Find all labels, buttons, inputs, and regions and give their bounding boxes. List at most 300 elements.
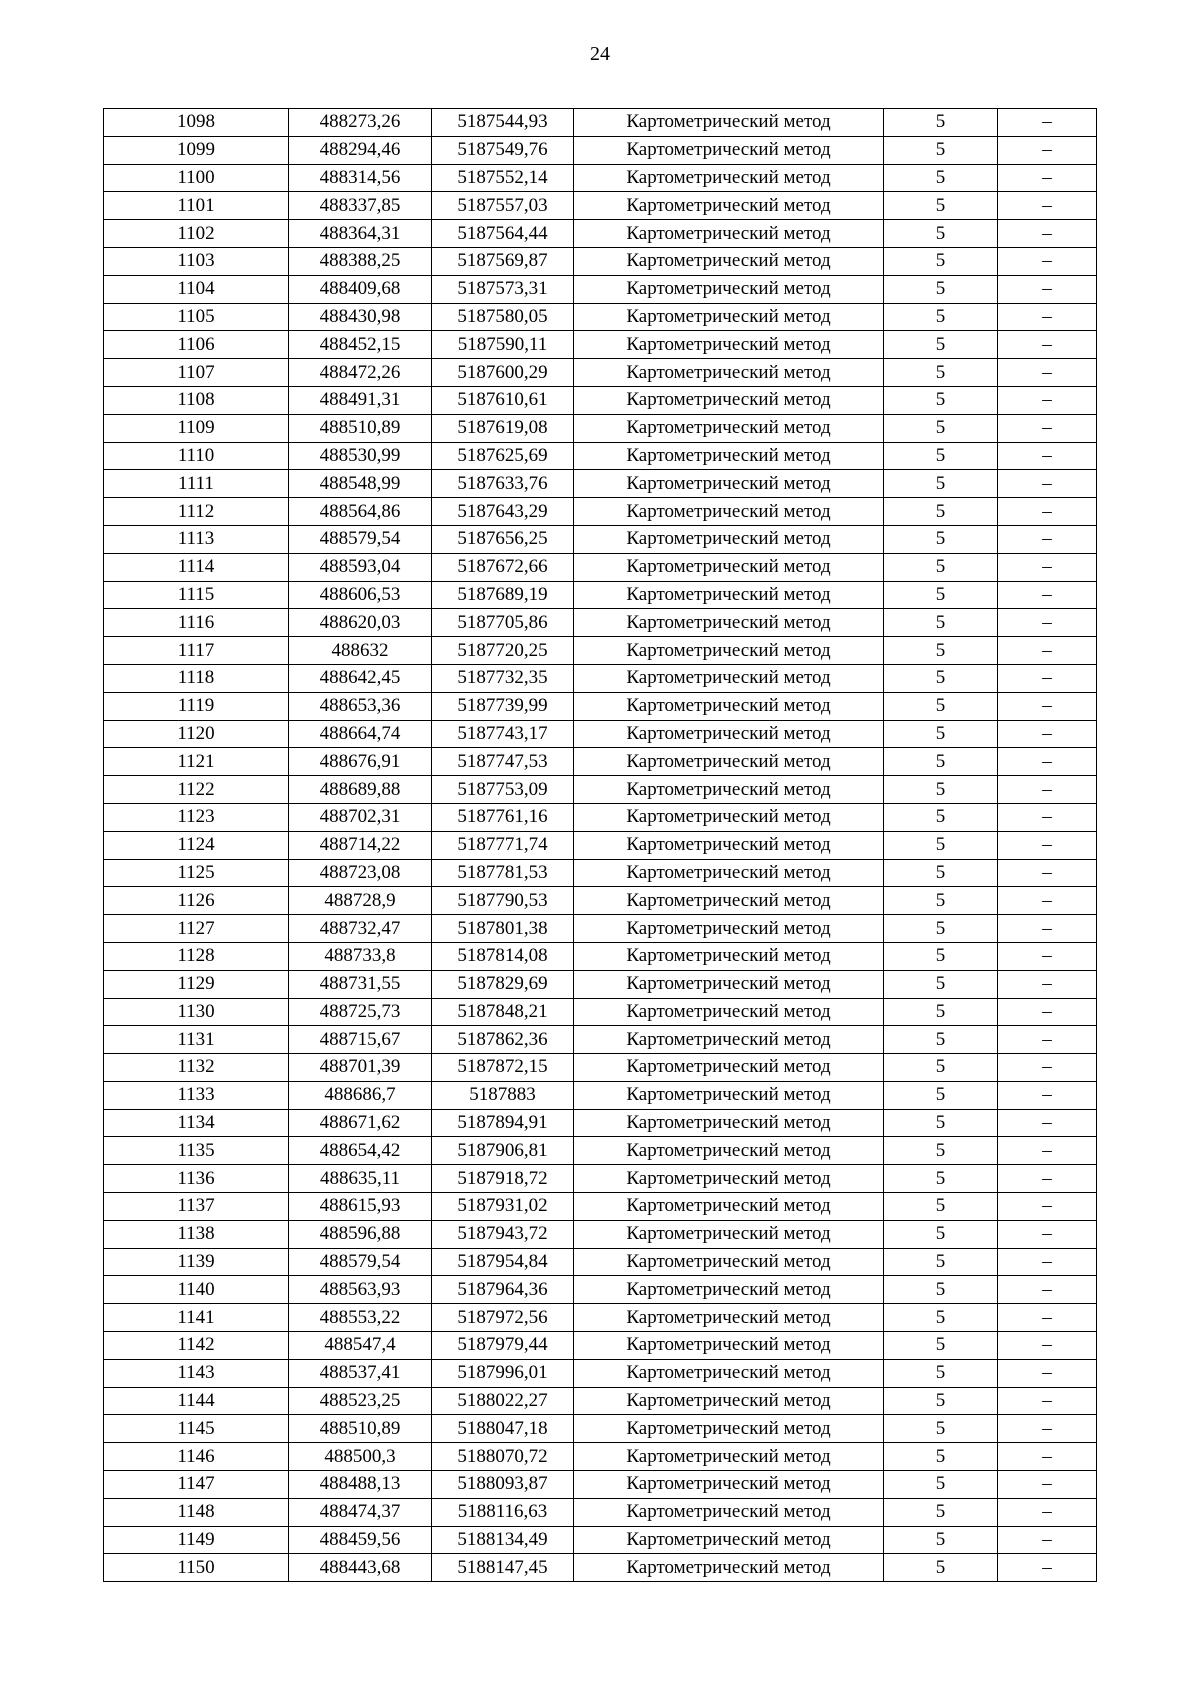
x-coordinate-cell: 488430,98 [289, 303, 432, 331]
x-coordinate-cell: 488459,56 [289, 1526, 432, 1554]
description-cell: – [998, 1443, 1097, 1471]
y-coordinate-cell: 5187656,25 [432, 525, 574, 553]
method-cell: Картометрический метод [574, 220, 884, 248]
table-row [104, 1498, 1097, 1526]
table-row [104, 664, 1097, 692]
point-number-cell: 1127 [104, 915, 289, 943]
point-number-cell: 1138 [104, 1220, 289, 1248]
y-coordinate-cell: 5187753,09 [432, 776, 574, 804]
y-coordinate-cell: 5187643,29 [432, 498, 574, 526]
y-coordinate-cell: 5188093,87 [432, 1471, 574, 1499]
accuracy-cell: 5 [884, 1220, 998, 1248]
method-cell: Картометрический метод [574, 553, 884, 581]
table-row [104, 1304, 1097, 1332]
method-cell: Картометрический метод [574, 609, 884, 637]
table-row [104, 1387, 1097, 1415]
method-cell: Картометрический метод [574, 998, 884, 1026]
point-number-cell: 1120 [104, 720, 289, 748]
description-cell: – [998, 303, 1097, 331]
table-row [104, 1415, 1097, 1443]
method-cell: Картометрический метод [574, 1443, 884, 1471]
x-coordinate-cell: 488452,15 [289, 331, 432, 359]
point-number-cell: 1098 [104, 109, 289, 137]
accuracy-cell: 5 [884, 776, 998, 804]
point-number-cell: 1131 [104, 1026, 289, 1054]
description-cell: – [998, 442, 1097, 470]
point-number-cell: 1124 [104, 831, 289, 859]
description-cell: – [998, 1332, 1097, 1360]
method-cell: Картометрический метод [574, 1415, 884, 1443]
method-cell: Картометрический метод [574, 275, 884, 303]
description-cell: – [998, 720, 1097, 748]
y-coordinate-cell: 5187906,81 [432, 1137, 574, 1165]
x-coordinate-cell: 488579,54 [289, 1248, 432, 1276]
accuracy-cell: 5 [884, 136, 998, 164]
y-coordinate-cell: 5187600,29 [432, 359, 574, 387]
accuracy-cell: 5 [884, 498, 998, 526]
y-coordinate-cell: 5187739,99 [432, 692, 574, 720]
point-number-cell: 1110 [104, 442, 289, 470]
x-coordinate-cell: 488563,93 [289, 1276, 432, 1304]
accuracy-cell: 5 [884, 637, 998, 665]
point-number-cell: 1136 [104, 1165, 289, 1193]
description-cell: – [998, 1165, 1097, 1193]
description-cell: – [998, 1387, 1097, 1415]
point-number-cell: 1112 [104, 498, 289, 526]
x-coordinate-cell: 488530,99 [289, 442, 432, 470]
description-cell: – [998, 1193, 1097, 1221]
table-row [104, 109, 1097, 137]
table-row [104, 887, 1097, 915]
table-row [104, 553, 1097, 581]
x-coordinate-cell: 488510,89 [289, 1415, 432, 1443]
y-coordinate-cell: 5187610,61 [432, 386, 574, 414]
y-coordinate-cell: 5187544,93 [432, 109, 574, 137]
accuracy-cell: 5 [884, 1498, 998, 1526]
point-number-cell: 1140 [104, 1276, 289, 1304]
point-number-cell: 1130 [104, 998, 289, 1026]
description-cell: – [998, 970, 1097, 998]
table-row [104, 275, 1097, 303]
description-cell: – [998, 692, 1097, 720]
page-number: 24 [590, 43, 610, 65]
description-cell: – [998, 247, 1097, 275]
x-coordinate-cell: 488635,11 [289, 1165, 432, 1193]
point-number-cell: 1129 [104, 970, 289, 998]
y-coordinate-cell: 5187801,38 [432, 915, 574, 943]
description-cell: – [998, 1526, 1097, 1554]
x-coordinate-cell: 488615,93 [289, 1193, 432, 1221]
table-row [104, 942, 1097, 970]
x-coordinate-cell: 488654,42 [289, 1137, 432, 1165]
table-row [104, 776, 1097, 804]
point-number-cell: 1116 [104, 609, 289, 637]
table-row [104, 998, 1097, 1026]
y-coordinate-cell: 5187771,74 [432, 831, 574, 859]
description-cell: – [998, 1137, 1097, 1165]
accuracy-cell: 5 [884, 664, 998, 692]
description-cell: – [998, 1248, 1097, 1276]
y-coordinate-cell: 5187964,36 [432, 1276, 574, 1304]
table-row [104, 748, 1097, 776]
y-coordinate-cell: 5187569,87 [432, 247, 574, 275]
accuracy-cell: 5 [884, 1054, 998, 1082]
description-cell: – [998, 1498, 1097, 1526]
method-cell: Картометрический метод [574, 470, 884, 498]
y-coordinate-cell: 5187732,35 [432, 664, 574, 692]
description-cell: – [998, 1304, 1097, 1332]
x-coordinate-cell: 488510,89 [289, 414, 432, 442]
method-cell: Картометрический метод [574, 1332, 884, 1360]
description-cell: – [998, 1026, 1097, 1054]
table-row [104, 386, 1097, 414]
point-number-cell: 1107 [104, 359, 289, 387]
table-row [104, 303, 1097, 331]
table-row [104, 136, 1097, 164]
y-coordinate-cell: 5187972,56 [432, 1304, 574, 1332]
y-coordinate-cell: 5187931,02 [432, 1193, 574, 1221]
point-number-cell: 1101 [104, 192, 289, 220]
method-cell: Картометрический метод [574, 664, 884, 692]
accuracy-cell: 5 [884, 386, 998, 414]
point-number-cell: 1111 [104, 470, 289, 498]
method-cell: Картометрический метод [574, 1220, 884, 1248]
accuracy-cell: 5 [884, 581, 998, 609]
method-cell: Картометрический метод [574, 1387, 884, 1415]
method-cell: Картометрический метод [574, 1526, 884, 1554]
accuracy-cell: 5 [884, 692, 998, 720]
method-cell: Картометрический метод [574, 386, 884, 414]
point-number-cell: 1100 [104, 164, 289, 192]
accuracy-cell: 5 [884, 859, 998, 887]
y-coordinate-cell: 5187862,36 [432, 1026, 574, 1054]
accuracy-cell: 5 [884, 887, 998, 915]
y-coordinate-cell: 5187872,15 [432, 1054, 574, 1082]
method-cell: Картометрический метод [574, 1304, 884, 1332]
point-number-cell: 1141 [104, 1304, 289, 1332]
y-coordinate-cell: 5187996,01 [432, 1359, 574, 1387]
y-coordinate-cell: 5187633,76 [432, 470, 574, 498]
y-coordinate-cell: 5187894,91 [432, 1109, 574, 1137]
description-cell: – [998, 637, 1097, 665]
table-row [104, 442, 1097, 470]
y-coordinate-cell: 5188134,49 [432, 1526, 574, 1554]
y-coordinate-cell: 5187761,16 [432, 803, 574, 831]
method-cell: Картометрический метод [574, 192, 884, 220]
table-row [104, 581, 1097, 609]
x-coordinate-cell: 488548,99 [289, 470, 432, 498]
accuracy-cell: 5 [884, 1026, 998, 1054]
description-cell: – [998, 164, 1097, 192]
table-row [104, 359, 1097, 387]
x-coordinate-cell: 488725,73 [289, 998, 432, 1026]
table-row [104, 609, 1097, 637]
table-row [104, 1026, 1097, 1054]
accuracy-cell: 5 [884, 720, 998, 748]
method-cell: Картометрический метод [574, 859, 884, 887]
description-cell: – [998, 998, 1097, 1026]
y-coordinate-cell: 5187743,17 [432, 720, 574, 748]
table-row [104, 414, 1097, 442]
y-coordinate-cell: 5187848,21 [432, 998, 574, 1026]
x-coordinate-cell: 488388,25 [289, 247, 432, 275]
method-cell: Картометрический метод [574, 109, 884, 137]
point-number-cell: 1103 [104, 247, 289, 275]
y-coordinate-cell: 5188116,63 [432, 1498, 574, 1526]
method-cell: Картометрический метод [574, 1471, 884, 1499]
accuracy-cell: 5 [884, 1304, 998, 1332]
table-row [104, 1276, 1097, 1304]
description-cell: – [998, 1276, 1097, 1304]
y-coordinate-cell: 5187705,86 [432, 609, 574, 637]
accuracy-cell: 5 [884, 1081, 998, 1109]
table-row [104, 470, 1097, 498]
y-coordinate-cell: 5187549,76 [432, 136, 574, 164]
description-cell: – [998, 1054, 1097, 1082]
y-coordinate-cell: 5187943,72 [432, 1220, 574, 1248]
accuracy-cell: 5 [884, 525, 998, 553]
accuracy-cell: 5 [884, 220, 998, 248]
point-number-cell: 1122 [104, 776, 289, 804]
description-cell: – [998, 1109, 1097, 1137]
x-coordinate-cell: 488632 [289, 637, 432, 665]
x-coordinate-cell: 488593,04 [289, 553, 432, 581]
method-cell: Картометрический метод [574, 1054, 884, 1082]
description-cell: – [998, 609, 1097, 637]
table-row [104, 1332, 1097, 1360]
description-cell: – [998, 664, 1097, 692]
point-number-cell: 1149 [104, 1526, 289, 1554]
table-row [104, 331, 1097, 359]
method-cell: Картометрический метод [574, 303, 884, 331]
method-cell: Картометрический метод [574, 1109, 884, 1137]
x-coordinate-cell: 488294,46 [289, 136, 432, 164]
description-cell: – [998, 776, 1097, 804]
description-cell: – [998, 1081, 1097, 1109]
x-coordinate-cell: 488702,31 [289, 803, 432, 831]
accuracy-cell: 5 [884, 414, 998, 442]
y-coordinate-cell: 5187552,14 [432, 164, 574, 192]
description-cell: – [998, 831, 1097, 859]
point-number-cell: 1143 [104, 1359, 289, 1387]
x-coordinate-cell: 488474,37 [289, 1498, 432, 1526]
accuracy-cell: 5 [884, 1165, 998, 1193]
point-number-cell: 1108 [104, 386, 289, 414]
method-cell: Картометрический метод [574, 331, 884, 359]
description-cell: – [998, 192, 1097, 220]
description-cell: – [998, 331, 1097, 359]
y-coordinate-cell: 5188070,72 [432, 1443, 574, 1471]
accuracy-cell: 5 [884, 1193, 998, 1221]
accuracy-cell: 5 [884, 1471, 998, 1499]
accuracy-cell: 5 [884, 1387, 998, 1415]
x-coordinate-cell: 488642,45 [289, 664, 432, 692]
x-coordinate-cell: 488714,22 [289, 831, 432, 859]
method-cell: Картометрический метод [574, 1276, 884, 1304]
accuracy-cell: 5 [884, 247, 998, 275]
x-coordinate-cell: 488728,9 [289, 887, 432, 915]
description-cell: – [998, 109, 1097, 137]
x-coordinate-cell: 488596,88 [289, 1220, 432, 1248]
method-cell: Картометрический метод [574, 1137, 884, 1165]
accuracy-cell: 5 [884, 1248, 998, 1276]
description-cell: – [998, 887, 1097, 915]
method-cell: Картометрический метод [574, 1498, 884, 1526]
description-cell: – [998, 1471, 1097, 1499]
description-cell: – [998, 525, 1097, 553]
method-cell: Картометрический метод [574, 414, 884, 442]
x-coordinate-cell: 488676,91 [289, 748, 432, 776]
x-coordinate-cell: 488500,3 [289, 1443, 432, 1471]
accuracy-cell: 5 [884, 192, 998, 220]
point-number-cell: 1132 [104, 1054, 289, 1082]
y-coordinate-cell: 5187557,03 [432, 192, 574, 220]
method-cell: Картометрический метод [574, 525, 884, 553]
x-coordinate-cell: 488606,53 [289, 581, 432, 609]
method-cell: Картометрический метод [574, 1193, 884, 1221]
point-number-cell: 1147 [104, 1471, 289, 1499]
table-row [104, 1081, 1097, 1109]
table-row [104, 692, 1097, 720]
point-number-cell: 1133 [104, 1081, 289, 1109]
table-row [104, 220, 1097, 248]
accuracy-cell: 5 [884, 553, 998, 581]
method-cell: Картометрический метод [574, 498, 884, 526]
point-number-cell: 1148 [104, 1498, 289, 1526]
accuracy-cell: 5 [884, 1554, 998, 1582]
table-row [104, 637, 1097, 665]
coordinates-table [103, 108, 1097, 1582]
point-number-cell: 1144 [104, 1387, 289, 1415]
table-row [104, 1193, 1097, 1221]
accuracy-cell: 5 [884, 1526, 998, 1554]
accuracy-cell: 5 [884, 359, 998, 387]
accuracy-cell: 5 [884, 1276, 998, 1304]
point-number-cell: 1139 [104, 1248, 289, 1276]
table-row [104, 1248, 1097, 1276]
x-coordinate-cell: 488488,13 [289, 1471, 432, 1499]
x-coordinate-cell: 488671,62 [289, 1109, 432, 1137]
point-number-cell: 1102 [104, 220, 289, 248]
method-cell: Картометрический метод [574, 1026, 884, 1054]
table-row [104, 859, 1097, 887]
method-cell: Картометрический метод [574, 1359, 884, 1387]
point-number-cell: 1099 [104, 136, 289, 164]
method-cell: Картометрический метод [574, 776, 884, 804]
accuracy-cell: 5 [884, 970, 998, 998]
description-cell: – [998, 136, 1097, 164]
accuracy-cell: 5 [884, 998, 998, 1026]
description-cell: – [998, 359, 1097, 387]
accuracy-cell: 5 [884, 1137, 998, 1165]
table-row [104, 803, 1097, 831]
accuracy-cell: 5 [884, 1109, 998, 1137]
y-coordinate-cell: 5187829,69 [432, 970, 574, 998]
table-row [104, 1554, 1097, 1582]
method-cell: Картометрический метод [574, 581, 884, 609]
x-coordinate-cell: 488523,25 [289, 1387, 432, 1415]
table-row [104, 720, 1097, 748]
method-cell: Картометрический метод [574, 748, 884, 776]
method-cell: Картометрический метод [574, 942, 884, 970]
description-cell: – [998, 1554, 1097, 1582]
y-coordinate-cell: 5187580,05 [432, 303, 574, 331]
method-cell: Картометрический метод [574, 1081, 884, 1109]
description-cell: – [998, 803, 1097, 831]
accuracy-cell: 5 [884, 470, 998, 498]
point-number-cell: 1115 [104, 581, 289, 609]
table-row [104, 915, 1097, 943]
accuracy-cell: 5 [884, 109, 998, 137]
accuracy-cell: 5 [884, 748, 998, 776]
x-coordinate-cell: 488579,54 [289, 525, 432, 553]
point-number-cell: 1119 [104, 692, 289, 720]
description-cell: – [998, 553, 1097, 581]
method-cell: Картометрический метод [574, 720, 884, 748]
point-number-cell: 1114 [104, 553, 289, 581]
method-cell: Картометрический метод [574, 359, 884, 387]
method-cell: Картометрический метод [574, 1248, 884, 1276]
x-coordinate-cell: 488273,26 [289, 109, 432, 137]
x-coordinate-cell: 488689,88 [289, 776, 432, 804]
method-cell: Картометрический метод [574, 887, 884, 915]
x-coordinate-cell: 488701,39 [289, 1054, 432, 1082]
method-cell: Картометрический метод [574, 915, 884, 943]
y-coordinate-cell: 5187689,19 [432, 581, 574, 609]
y-coordinate-cell: 5187979,44 [432, 1332, 574, 1360]
y-coordinate-cell: 5187590,11 [432, 331, 574, 359]
table-row [104, 498, 1097, 526]
x-coordinate-cell: 488364,31 [289, 220, 432, 248]
x-coordinate-cell: 488715,67 [289, 1026, 432, 1054]
y-coordinate-cell: 5187781,53 [432, 859, 574, 887]
table-row [104, 1137, 1097, 1165]
x-coordinate-cell: 488409,68 [289, 275, 432, 303]
x-coordinate-cell: 488491,31 [289, 386, 432, 414]
description-cell: – [998, 581, 1097, 609]
table-row [104, 1526, 1097, 1554]
accuracy-cell: 5 [884, 831, 998, 859]
method-cell: Картометрический метод [574, 803, 884, 831]
point-number-cell: 1128 [104, 942, 289, 970]
description-cell: – [998, 942, 1097, 970]
x-coordinate-cell: 488547,4 [289, 1332, 432, 1360]
x-coordinate-cell: 488620,03 [289, 609, 432, 637]
point-number-cell: 1109 [104, 414, 289, 442]
accuracy-cell: 5 [884, 164, 998, 192]
description-cell: – [998, 220, 1097, 248]
accuracy-cell: 5 [884, 1332, 998, 1360]
y-coordinate-cell: 5187918,72 [432, 1165, 574, 1193]
point-number-cell: 1126 [104, 887, 289, 915]
method-cell: Картометрический метод [574, 970, 884, 998]
point-number-cell: 1118 [104, 664, 289, 692]
point-number-cell: 1121 [104, 748, 289, 776]
accuracy-cell: 5 [884, 1415, 998, 1443]
y-coordinate-cell: 5187747,53 [432, 748, 574, 776]
point-number-cell: 1145 [104, 1415, 289, 1443]
point-number-cell: 1134 [104, 1109, 289, 1137]
accuracy-cell: 5 [884, 275, 998, 303]
x-coordinate-cell: 488732,47 [289, 915, 432, 943]
description-cell: – [998, 275, 1097, 303]
table-row [104, 831, 1097, 859]
x-coordinate-cell: 488733,8 [289, 942, 432, 970]
accuracy-cell: 5 [884, 1443, 998, 1471]
y-coordinate-cell: 5187573,31 [432, 275, 574, 303]
description-cell: – [998, 859, 1097, 887]
table-row [104, 1443, 1097, 1471]
